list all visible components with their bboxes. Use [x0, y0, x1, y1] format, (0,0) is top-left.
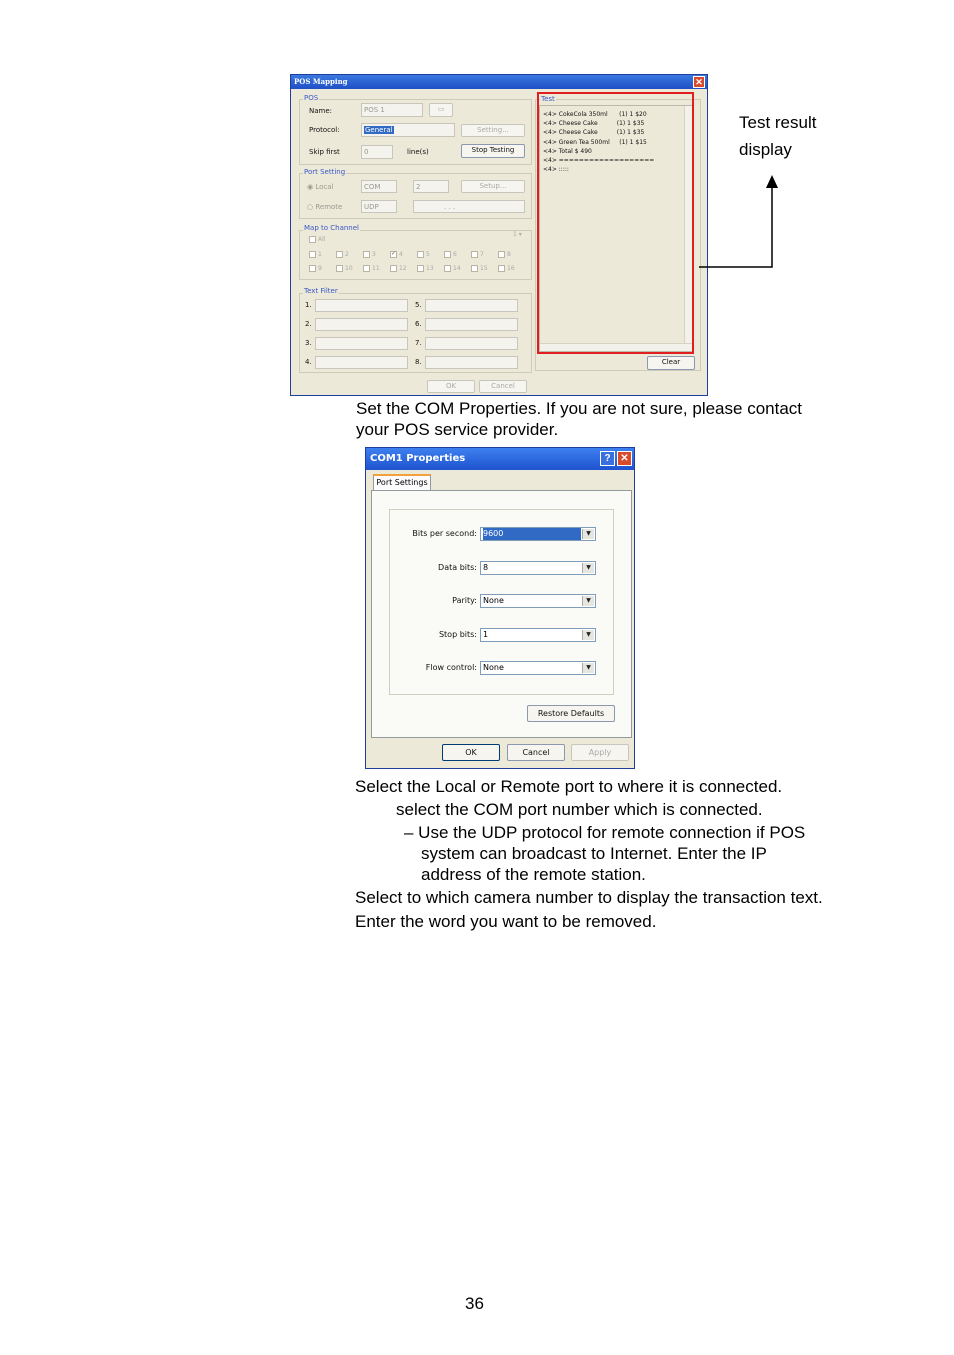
com-field-value: None [483, 596, 504, 605]
com-apply-button[interactable]: Apply [571, 744, 629, 761]
filter-field-6[interactable] [425, 318, 518, 331]
com-number-instruction: select the COM port number which is connected. [396, 800, 763, 819]
com-field-value: None [483, 663, 504, 672]
setting-button[interactable]: Setting... [461, 124, 525, 137]
chevron-down-icon[interactable]: ▼ [582, 563, 594, 573]
protocol-select[interactable]: General [361, 123, 455, 137]
channel-label: 14 [453, 265, 461, 272]
filter-number: 5. [415, 301, 422, 309]
filter-field-2[interactable] [315, 318, 408, 331]
test-result-line: <4> CokeCola 350ml (1) 1 $20 [543, 111, 647, 118]
channel-label: 12 [399, 265, 407, 272]
channel-label: 6 [453, 251, 457, 258]
callout-line-1: Test result [739, 113, 817, 132]
name-field[interactable]: POS 1 [361, 103, 423, 117]
channel-label: 9 [318, 265, 322, 272]
channel-label: 3 [372, 251, 376, 258]
local-port-select[interactable]: COM [361, 180, 397, 193]
name-label: Name: [309, 107, 333, 115]
com-field-label: Flow control: [425, 663, 477, 672]
page-number: 36 [465, 1294, 484, 1313]
com-instruction-1: Set the COM Properties. If you are not sure, please contact [356, 399, 803, 418]
keyboard-icon: ▭ [437, 105, 445, 113]
restore-defaults-button[interactable]: Restore Defaults [527, 705, 615, 722]
com-field-select-3[interactable] [480, 594, 596, 608]
ok-button[interactable]: OK [427, 380, 475, 393]
channel-label: 16 [507, 265, 515, 272]
udp-instruction-2: system can broadcast to Internet. Enter the IP [421, 844, 767, 863]
text-filter-fields [291, 75, 541, 375]
callout-line-2: display [739, 140, 792, 159]
close-icon[interactable]: ✕ [693, 76, 705, 88]
ip-address-field[interactable]: . . . [413, 200, 525, 213]
local-label: Local [315, 183, 334, 191]
close-button[interactable] [617, 451, 632, 466]
channel-label: 11 [372, 265, 380, 272]
test-result-line: <4> =================== [543, 157, 655, 165]
com-field-value: 1 [483, 629, 489, 639]
clear-button[interactable]: Clear [647, 356, 695, 370]
test-result-line: <4> Cheese Cake (1) 1 $35 [543, 129, 645, 137]
com-field-select-5[interactable] [480, 661, 596, 675]
channel-label: 1 [318, 251, 322, 258]
port-setting-label: Port Setting [304, 168, 346, 176]
pos-window-title: POS Mapping [294, 77, 348, 86]
help-button[interactable] [600, 451, 615, 466]
callout-arrow [695, 170, 785, 274]
channel-label: 5 [426, 251, 430, 258]
udp-instruction-1: – Use the UDP protocol for remote connection if POS [404, 823, 806, 842]
filter-number: 8. [415, 358, 422, 366]
protocol-label: Protocol: [309, 126, 340, 134]
com-number-select[interactable]: 2 [413, 180, 449, 193]
all-label: All [318, 236, 326, 243]
com-field-label: Stop bits: [438, 629, 477, 639]
filter-field-3[interactable] [315, 337, 408, 350]
remote-radio[interactable]: ○ Remote [307, 203, 343, 211]
channel-checkbox-4[interactable]: ✓ [391, 251, 397, 257]
com-field-value: 9600 [483, 528, 581, 540]
lines-label: line(s) [407, 148, 429, 156]
skip-lines-stepper[interactable]: 0 [361, 145, 393, 159]
filter-field-5[interactable] [425, 299, 518, 312]
com-instruction-2: your POS service provider. [356, 420, 559, 439]
filter-number: 4. [305, 358, 312, 366]
port-instruction: Select the Local or Remote port to where it is connected. [355, 777, 783, 796]
filter-field-7[interactable] [425, 337, 518, 350]
test-result-line: <4> Total $ 490 [543, 147, 592, 155]
tab-panel [371, 490, 632, 738]
com-field-label: Data bits: [438, 562, 477, 572]
close-icon: ✕ [620, 453, 629, 464]
channel-label: 13 [426, 265, 434, 272]
channel-label: 10 [345, 265, 353, 272]
com-field-select-4[interactable] [480, 628, 596, 642]
test-result-line: <4> ::::: [543, 166, 569, 174]
com-field-value: 8 [483, 562, 489, 572]
pos-group-label: POS [304, 94, 319, 102]
filter-instruction: Enter the word you want to be removed. [355, 912, 657, 931]
com-field-select-1[interactable] [480, 527, 596, 541]
camera-instruction: Select to which camera number to display the transaction text. [355, 888, 823, 907]
com-ok-button[interactable]: OK [442, 744, 500, 761]
filter-field-1[interactable] [315, 299, 408, 312]
channel-page-select[interactable]: 1 ▾ [513, 231, 522, 238]
channel-label: 8 [507, 251, 511, 258]
tab-port-settings[interactable]: Port Settings [373, 474, 431, 491]
channel-label: 4 [399, 251, 403, 258]
text-filter-label: Text Filter [304, 287, 338, 295]
chevron-down-icon[interactable]: ▼ [582, 663, 594, 673]
test-result-line: <4> Green Tea 500ml (1) 1 $15 [543, 138, 647, 146]
channel-label: 7 [480, 251, 484, 258]
filter-number: 2. [305, 320, 312, 328]
channel-label: 2 [345, 251, 349, 258]
chevron-down-icon[interactable]: ▼ [582, 529, 594, 539]
filter-number: 7. [415, 339, 422, 347]
setup-button[interactable]: Setup... [461, 180, 525, 193]
com-settings-fields [372, 491, 632, 701]
com-field-label: Bits per second: [412, 529, 477, 538]
filter-number: 6. [415, 320, 422, 328]
filter-number: 1. [305, 301, 312, 309]
cancel-button[interactable]: Cancel [479, 380, 527, 393]
com-properties-window [365, 447, 635, 769]
test-group-label: Test [541, 95, 555, 103]
com-window-title: COM1 Properties [370, 453, 466, 464]
filter-field-8[interactable] [425, 356, 518, 369]
chevron-down-icon[interactable]: ▼ [582, 630, 594, 640]
com-cancel-button[interactable]: Cancel [507, 744, 565, 761]
com-field-select-2[interactable] [480, 561, 596, 575]
filter-field-4[interactable] [315, 356, 408, 369]
filter-number: 3. [305, 339, 312, 347]
stop-testing-button[interactable]: Stop Testing [461, 144, 525, 158]
map-to-channel-label: Map to Channel [304, 224, 359, 232]
com-title-bar [366, 448, 634, 470]
local-radio[interactable]: ◉ Local [307, 183, 334, 191]
chevron-down-icon[interactable]: ▼ [582, 596, 594, 606]
help-icon: ? [604, 453, 611, 464]
skip-label: Skip first [309, 148, 340, 156]
test-result-line: <4> Cheese Cake (1) 1 $35 [543, 120, 645, 128]
test-result-highlight [537, 92, 694, 354]
remote-label: Remote [315, 203, 343, 211]
com-field-label: Parity: [452, 596, 477, 605]
channel-label: 15 [480, 265, 488, 272]
udp-instruction-3: address of the remote station. [421, 865, 646, 884]
pos-mapping-window [290, 74, 708, 396]
remote-protocol-select[interactable]: UDP [361, 200, 397, 213]
